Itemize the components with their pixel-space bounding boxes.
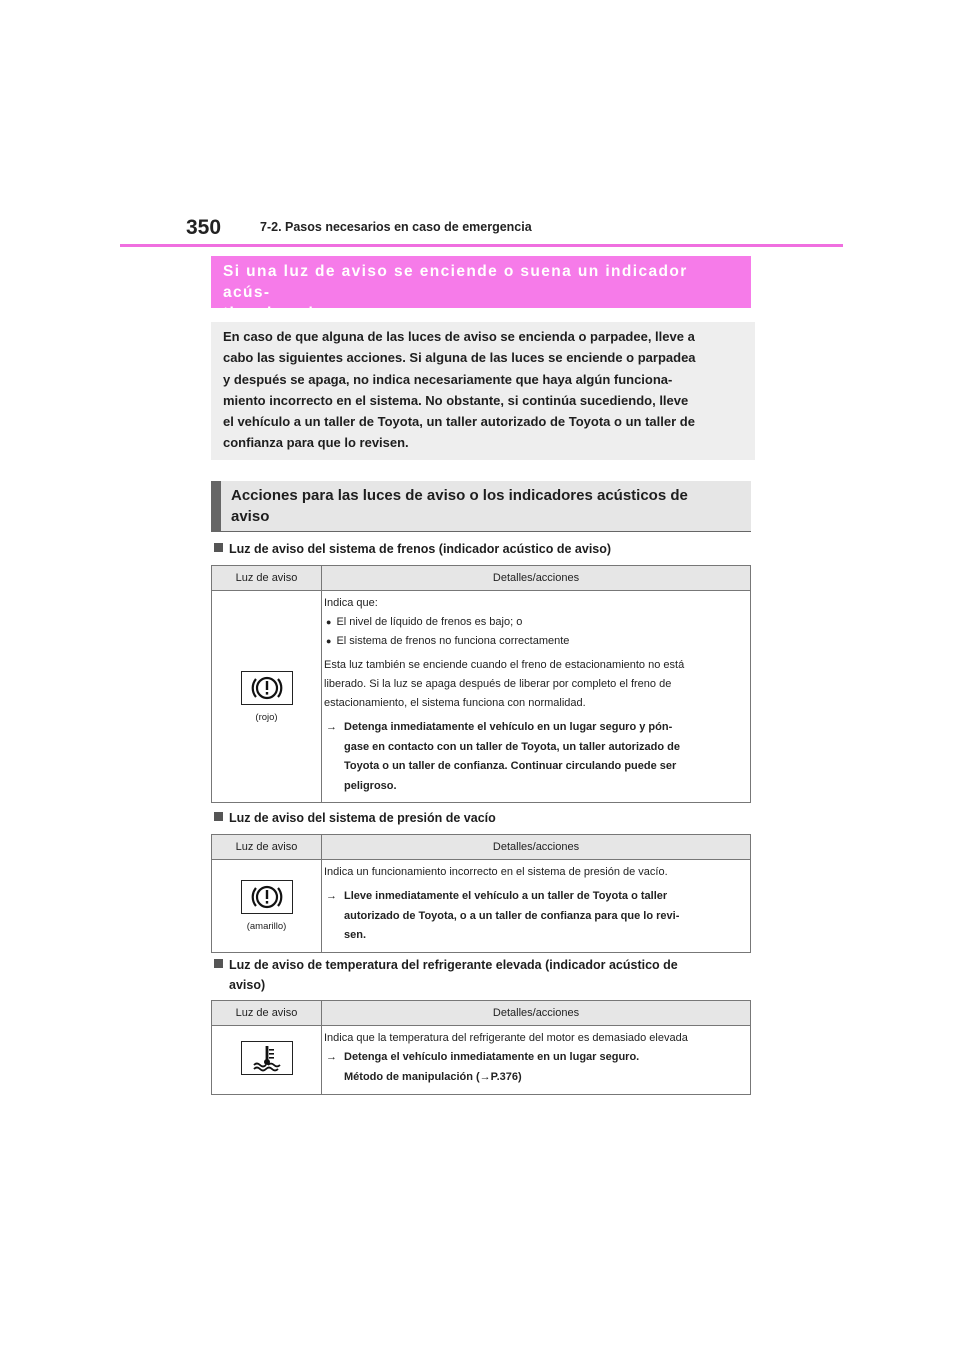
vacuum-table <box>211 834 751 953</box>
table-row <box>212 591 751 803</box>
action-line: gase en contacto con un taller de Toyota, un taller autorizado de <box>344 740 680 753</box>
bullet-item: ● El nivel de líquido de frenos es bajo; o <box>324 613 746 632</box>
intro-box <box>211 322 755 460</box>
intro-line: miento incorrecto en el sistema. No obstante, si continúa sucediendo, lleve <box>223 392 689 408</box>
action-block <box>324 718 746 796</box>
table-row <box>212 1026 751 1095</box>
arrow-icon: → <box>326 1051 337 1063</box>
intro-line: y después se apaga, no indica necesariamente que haya algún funciona- <box>223 371 673 387</box>
action-line: Detenga el vehículo inmediatamente en un lugar seguro. <box>344 1051 640 1063</box>
lamp-color-label: (amarillo) <box>246 920 287 932</box>
brake-warning-icon <box>241 880 293 914</box>
action-line: Método de manipulación (→P.376) <box>344 1070 522 1083</box>
action-line: Toyota o un taller de confianza. Continuar circulando puede ser <box>344 760 677 772</box>
lamp-cell <box>212 1026 322 1095</box>
section-heading-line-2: aviso <box>231 508 270 525</box>
action-line: autorizado de Toyota, o a un taller de confianza para que lo revi- <box>344 909 680 922</box>
intro-line: confianza para que lo revisen. <box>223 435 409 451</box>
square-bullet-icon <box>214 543 223 552</box>
pink-title-line-2: tico de aviso <box>223 305 336 322</box>
arrow-icon: → <box>326 890 337 902</box>
col-header-details: Detalles/acciones <box>322 835 751 860</box>
details-cell <box>322 860 751 953</box>
note-line: liberado. Si la luz se apaga después de liberar por completo el freno de <box>324 678 672 690</box>
intro-line: el vehículo a un taller de Toyota, un taller autorizado de Toyota o un taller de <box>223 414 695 430</box>
col-header-lamp: Luz de aviso <box>212 566 322 591</box>
square-bullet-icon <box>214 959 223 968</box>
action-line: Lleve inmediatamente el vehículo a un taller de Toyota o taller <box>344 890 668 902</box>
square-bullet-icon <box>214 812 223 821</box>
section-heading-line-1: Acciones para las luces de aviso o los indicadores acústicos de <box>231 487 688 504</box>
coolant-heading-text-2: aviso) <box>229 978 266 992</box>
coolant-heading-text-1: Luz de aviso de temperatura del refrigerante elevada (indicador acústico de <box>229 958 678 972</box>
pink-title-box <box>211 256 751 322</box>
action-block <box>324 1048 746 1087</box>
lamp-cell <box>212 591 322 803</box>
brake-table <box>211 565 751 803</box>
details-text: Indica que: <box>324 597 378 609</box>
bullet-item: ● El sistema de frenos no funciona correctamente <box>324 632 746 651</box>
coolant-temperature-icon <box>241 1041 293 1075</box>
brake-heading-text: Luz de aviso del sistema de frenos (indicador acústico de aviso) <box>229 542 612 556</box>
intro-line: cabo las siguientes acciones. Si alguna de las luces se enciende o parpadea <box>223 350 696 366</box>
details-text: Indica un funcionamiento incorrecto en el sistema de presión de vacío. <box>324 866 668 878</box>
section-heading <box>211 481 751 531</box>
details-cell <box>322 591 751 803</box>
action-line: Detenga inmediatamente el vehículo en un lugar seguro y pón- <box>344 721 673 733</box>
intro-line: En caso de que alguna de las luces de aviso se encienda o parpadee, lleve a <box>223 329 695 344</box>
note-line: Esta luz también se enciende cuando el freno de estacionamiento no está <box>324 659 685 671</box>
col-header-lamp: Luz de aviso <box>212 835 322 860</box>
pink-title-line-1: Si una luz de aviso se enciende o suena un indicador acús- <box>223 263 688 301</box>
section-rule <box>211 531 751 532</box>
coolant-table <box>211 1000 751 1095</box>
arrow-icon: → <box>326 721 337 733</box>
brake-heading <box>214 539 754 559</box>
details-text: Indica que la temperatura del refrigerante del motor es demasiado elevada <box>324 1032 688 1044</box>
action-line: sen. <box>344 929 367 941</box>
header-rule <box>120 244 843 247</box>
lamp-cell <box>212 860 322 953</box>
vacuum-heading <box>214 808 754 828</box>
vacuum-heading-text: Luz de aviso del sistema de presión de vacío <box>229 811 496 825</box>
table-row <box>212 860 751 953</box>
action-block <box>324 887 746 946</box>
brake-warning-icon <box>241 671 293 705</box>
note-line: estacionamiento, el sistema funciona con normalidad. <box>324 697 586 709</box>
table-header-row <box>212 566 751 591</box>
table-header-row <box>212 1001 751 1026</box>
chapter-title: 7-2. Pasos necesarios en caso de emergencia <box>260 220 532 234</box>
details-cell <box>322 1026 751 1095</box>
action-line: peligroso. <box>344 779 397 792</box>
col-header-details: Detalles/acciones <box>322 1001 751 1026</box>
coolant-heading <box>214 955 754 995</box>
page-number: 350 <box>186 216 222 239</box>
lamp-color-label: (rojo) <box>255 711 278 723</box>
col-header-details: Detalles/acciones <box>322 566 751 591</box>
table-header-row <box>212 835 751 860</box>
col-header-lamp: Luz de aviso <box>212 1001 322 1026</box>
